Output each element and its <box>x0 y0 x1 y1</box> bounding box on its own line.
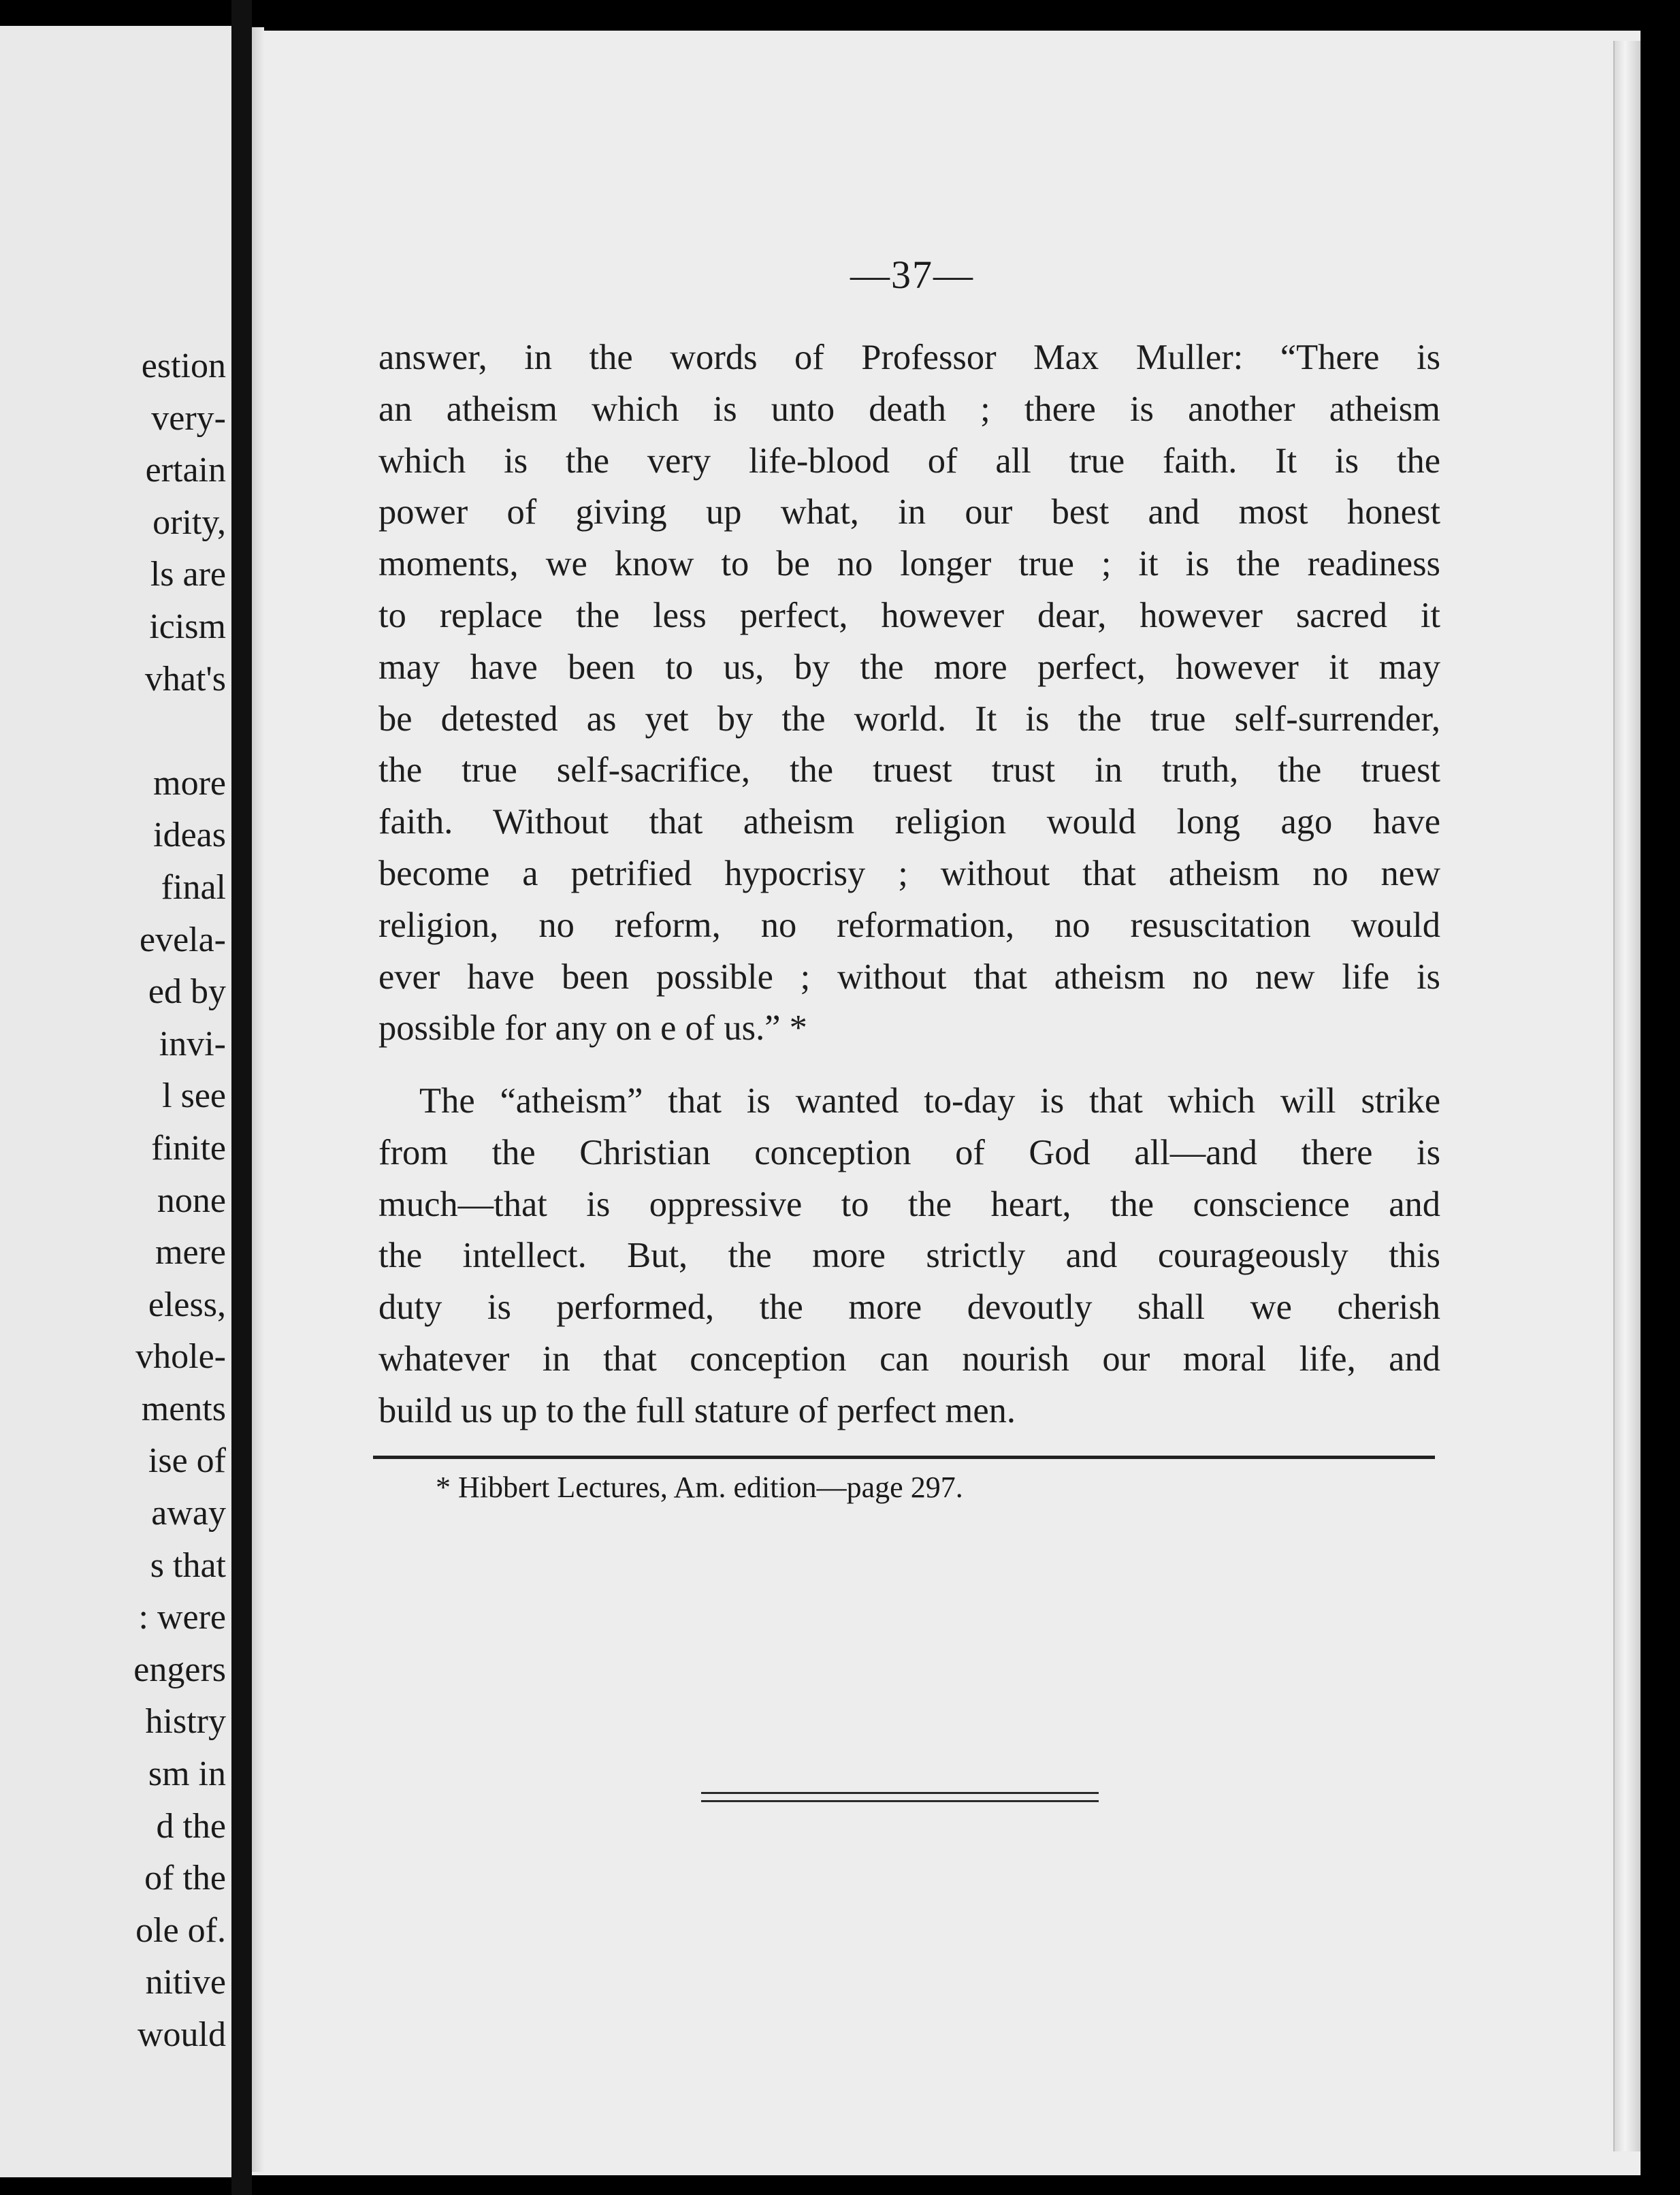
text-line: moments, we know to be no longer true ; it is the readiness <box>378 544 1440 584</box>
facing-page-text <box>0 340 231 2062</box>
text-line: to replace the less perfect, however dear, however sacred it <box>378 595 1440 635</box>
facing-page-line: l see <box>162 1076 226 1116</box>
facing-page-line: of the <box>144 1859 226 1898</box>
book-gutter <box>231 0 252 2195</box>
text-line: The “atheism” that is wanted to-day is that which will strike <box>419 1081 1440 1121</box>
text-line: become a petrified hypocrisy ; without that atheism no new <box>378 853 1440 893</box>
facing-page-line: none <box>157 1181 226 1220</box>
footnote: * Hibbert Lectures, Am. edition—page 297. <box>436 1471 963 1504</box>
facing-page-line: very- <box>151 398 226 438</box>
facing-page-line: ority, <box>152 502 226 542</box>
facing-page-line <box>0 705 231 758</box>
facing-page-line: s that <box>150 1545 226 1585</box>
paragraph-conclusion <box>378 1076 1440 1437</box>
facing-page-line: icism <box>149 607 226 646</box>
text-line: ever have been possible ; without that atheism no new life is <box>378 957 1440 997</box>
footnote-rule <box>373 1456 1435 1459</box>
facing-page-line: eless, <box>148 1285 226 1324</box>
facing-page-line: nitive <box>145 1963 226 2002</box>
facing-page-line: mere <box>155 1233 226 1272</box>
facing-page-line: evela- <box>139 920 226 959</box>
facing-page-line: ls are <box>150 555 226 594</box>
text-line: the intellect. But, the more strictly and courageously this <box>378 1236 1440 1276</box>
end-rule <box>701 1792 1099 1794</box>
text-line: much—that is oppressive to the heart, the conscience and <box>378 1184 1440 1224</box>
page-number: —37— <box>850 253 974 297</box>
facing-page-line: would <box>138 2015 226 2054</box>
facing-page-line: vhole- <box>135 1337 226 1377</box>
text-line: religion, no reform, no reformation, no resuscitation would <box>378 905 1440 945</box>
facing-page-line: estion <box>141 347 226 385</box>
text-line: may have been to us, by the more perfect, however it may <box>378 647 1440 687</box>
text-line: be detested as yet by the world. It is the true self-surrender, <box>378 699 1440 739</box>
facing-page-line: d the <box>156 1806 226 1846</box>
text-line: faith. Without that atheism religion would long ago have <box>378 802 1440 842</box>
text-line: an atheism which is unto death ; there is another atheism <box>378 389 1440 429</box>
page-edge <box>1613 41 1641 2151</box>
facing-page-line: sm in <box>148 1755 226 1794</box>
facing-page-line: : were <box>138 1598 226 1637</box>
facing-page-line: ise of <box>148 1441 226 1481</box>
facing-page-line: more <box>153 763 226 803</box>
facing-page-line: ole of. <box>135 1910 226 1950</box>
text-line: build us up to the full stature of perfect men. <box>378 1390 1016 1430</box>
facing-page-line: ideas <box>153 816 226 855</box>
text-line: possible for any on e of us.” * <box>378 1008 807 1048</box>
text-line: the true self-sacrifice, the truest trust in truth, the truest <box>378 750 1440 790</box>
text-line: answer, in the words of Professor Max Muller: “There is <box>378 338 1440 377</box>
text-line: which is the very life-blood of all true faith. It is the <box>378 440 1440 481</box>
gutter-shadow <box>252 27 264 2172</box>
text-line: from the Christian conception of God all—and there is <box>378 1132 1440 1172</box>
paragraph-quote <box>378 332 1440 1055</box>
facing-page-line: engers <box>133 1650 226 1689</box>
facing-page-line: ed by <box>148 972 226 1012</box>
facing-page-line: histry <box>145 1702 226 1742</box>
facing-page-line: away <box>151 1494 226 1533</box>
end-rule <box>701 1800 1099 1802</box>
facing-page-fragment <box>0 26 231 2177</box>
facing-page-line: invi- <box>159 1024 226 1063</box>
text-line: whatever in that conception can nourish our moral life, and <box>378 1339 1440 1379</box>
facing-page-line: vhat's <box>144 659 226 699</box>
facing-page-line: ments <box>141 1389 226 1428</box>
text-line: power of giving up what, in our best and most honest <box>378 492 1440 532</box>
facing-page-line: final <box>161 867 226 907</box>
text-line: duty is performed, the more devoutly shall we cherish <box>378 1287 1440 1328</box>
facing-page-line: finite <box>151 1128 226 1168</box>
facing-page-line: ertain <box>145 451 226 490</box>
